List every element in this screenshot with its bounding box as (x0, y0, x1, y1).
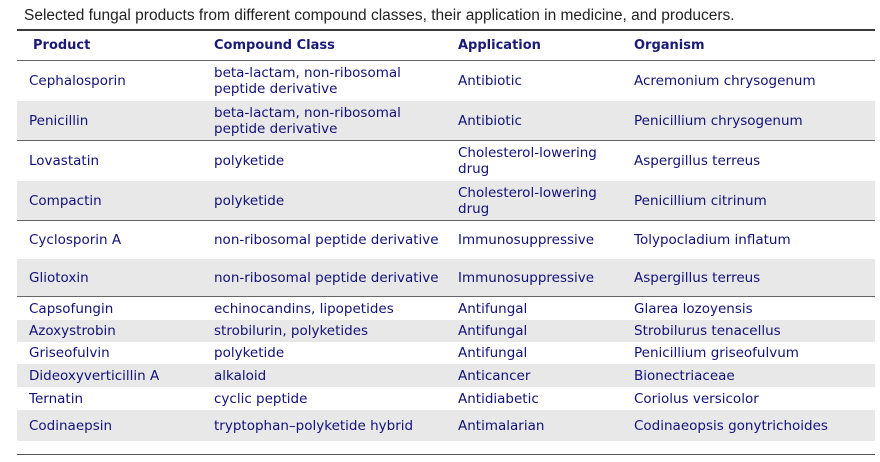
cell-organism: Coriolus versicolor (634, 390, 759, 407)
cell-compound-class: non-ribosomal peptide derivative (214, 270, 439, 286)
cell-product: Cephalosporin (29, 73, 126, 89)
table-bottom-rule (17, 454, 875, 455)
cell-application: Cholesterol-lowering drug (458, 185, 597, 217)
cell-compound-class: tryptophan–polyketide hybrid (214, 417, 414, 434)
table-row (17, 259, 875, 297)
cell-organism: Bionectriaceae (634, 367, 735, 384)
cell-application: Antibiotic (458, 73, 522, 89)
column-header-compound-class: Compound Class (214, 38, 335, 53)
cell-product: Codinaepsin (29, 417, 113, 434)
cell-compound-class: non-ribosomal peptide derivative (214, 232, 439, 248)
cell-product: Gliotoxin (29, 270, 89, 286)
cell-compound-class: strobilurin, polyketides (214, 323, 369, 339)
cell-compound-class: cyclic peptide (214, 390, 308, 407)
cell-product: Dideoxyverticillin A (29, 367, 160, 384)
cell-product: Griseofulvin (29, 345, 110, 361)
table-row (17, 141, 875, 181)
cell-compound-class: polyketide (214, 153, 285, 169)
cell-application: Antibiotic (458, 113, 522, 129)
cell-product: Cyclosporin A (29, 232, 122, 248)
cell-application: Antimalarian (458, 417, 545, 434)
cell-organism: Glarea lozoyensis (634, 300, 753, 317)
column-header-application: Application (458, 38, 541, 53)
cell-application: Immunosuppressive (458, 232, 595, 248)
cell-compound-class: beta-lactam, non-ribosomal peptide derivative (214, 65, 401, 97)
cell-organism: Penicillium griseofulvum (634, 345, 799, 361)
cell-organism: Aspergillus terreus (634, 270, 761, 286)
column-header-product: Product (33, 38, 91, 53)
cell-application: Anticancer (458, 367, 531, 384)
table-row (17, 61, 875, 101)
column-header-organism: Organism (634, 38, 705, 53)
cell-organism: Penicillium citrinum (634, 193, 767, 209)
cell-organism: Codinaeopsis gonytrichoides (634, 417, 828, 434)
table-row (17, 320, 875, 342)
cell-application: Antidiabetic (458, 390, 539, 407)
table-row (17, 410, 875, 441)
cell-product: Penicillin (29, 113, 89, 129)
cell-compound-class: alkaloid (214, 367, 267, 384)
table-caption: Selected fungal products from different compound classes, their application in medicine, and producers. (24, 7, 735, 24)
cell-organism: Tolypocladium inflatum (634, 232, 791, 248)
cell-product: Azoxystrobin (29, 323, 116, 339)
cell-application: Antifungal (458, 323, 528, 339)
table-row (17, 101, 875, 141)
table-body (17, 61, 875, 441)
cell-organism: Acremonium chrysogenum (634, 73, 816, 89)
cell-application: Antifungal (458, 300, 528, 317)
cell-application: Cholesterol-lowering drug (458, 145, 597, 177)
cell-product: Lovastatin (29, 153, 100, 169)
cell-organism: Aspergillus terreus (634, 153, 761, 169)
table-row (17, 364, 875, 387)
table-row (17, 221, 875, 259)
cell-compound-class: polyketide (214, 345, 285, 361)
table-row (17, 297, 875, 320)
cell-compound-class: echinocandins, lipopetides (214, 300, 394, 317)
cell-organism: Penicillium chrysogenum (634, 113, 803, 129)
table-row (17, 342, 875, 364)
cell-compound-class: polyketide (214, 193, 285, 209)
cell-compound-class: beta-lactam, non-ribosomal peptide derivative (214, 105, 401, 137)
table-header-row (17, 31, 875, 61)
cell-product: Compactin (29, 193, 102, 209)
cell-application: Antifungal (458, 345, 528, 361)
fungal-products-table (17, 29, 875, 441)
cell-product: Capsofungin (29, 300, 114, 317)
cell-product: Ternatin (29, 390, 83, 407)
table-row (17, 181, 875, 221)
table-row (17, 387, 875, 410)
cell-organism: Strobilurus tenacellus (634, 323, 781, 339)
cell-application: Immunosuppressive (458, 270, 595, 286)
